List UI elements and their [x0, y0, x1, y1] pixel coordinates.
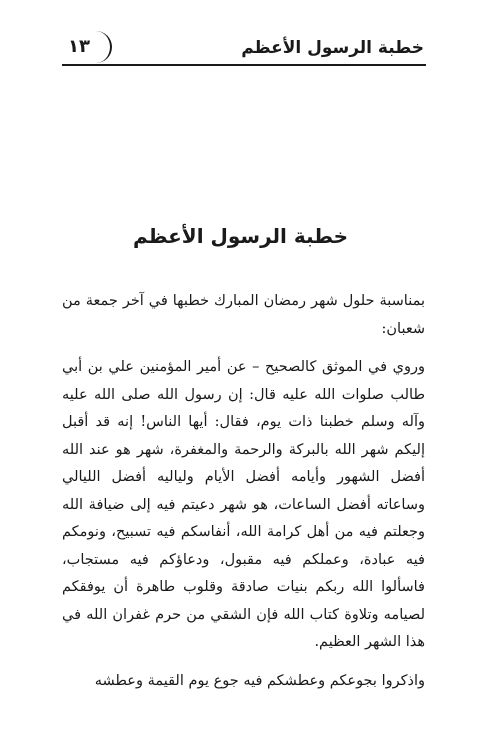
- body-text: [62, 288, 425, 695]
- page-number-bracket: [96, 31, 112, 63]
- header-rule: [62, 64, 426, 66]
- header-title: خطبة الرسول الأعظم: [241, 38, 424, 58]
- running-header: [62, 32, 426, 68]
- page-number: ١٣: [68, 36, 90, 57]
- paragraph-continuation: واذكروا بجوعكم وعطشكم فيه جوع يوم القيمة وعطشه: [94, 672, 425, 689]
- paragraph-intro: بمناسبة حلول شهر رمضان المبارك خطبها في آخر جمعة من شعبان:: [62, 293, 425, 337]
- section-title: خطبة الرسول الأعظم: [132, 224, 349, 248]
- paragraph-sermon: وروي في الموثق كالصحيح – عن أمير المؤمنين علي بن أبي طالب صلوات الله عليه قال: إن رسول الله صلى الله عليه وآله وسلم خطبنا ذات يوم، فقال: أيها الناس! إنه قد أقبل إليكم شهر الله بالبركة والرحمة والمغفرة، شهر هو عند الله أفضل الشهور وأيامه أفضل الأيام ولياليه أفضل الليالي وساعاته أفضل الساعات، هو شهر دعيتم فيه إلى ضيافة الله وجعلتم فيه من أهل كرامة الله، أنفاسكم فيه تسبيح، ونومكم فيه عبادة، وعملكم فيه مقبول، ودعاؤكم فيه مستجاب، فاسألوا الله ربكم بنيات صادقة وقلوب طاهرة أن يوفقكم لصيامه وتلاوة كتاب الله فإن الشقي من حرم غفران الله في هذا الشهر العظيم.: [62, 359, 425, 650]
